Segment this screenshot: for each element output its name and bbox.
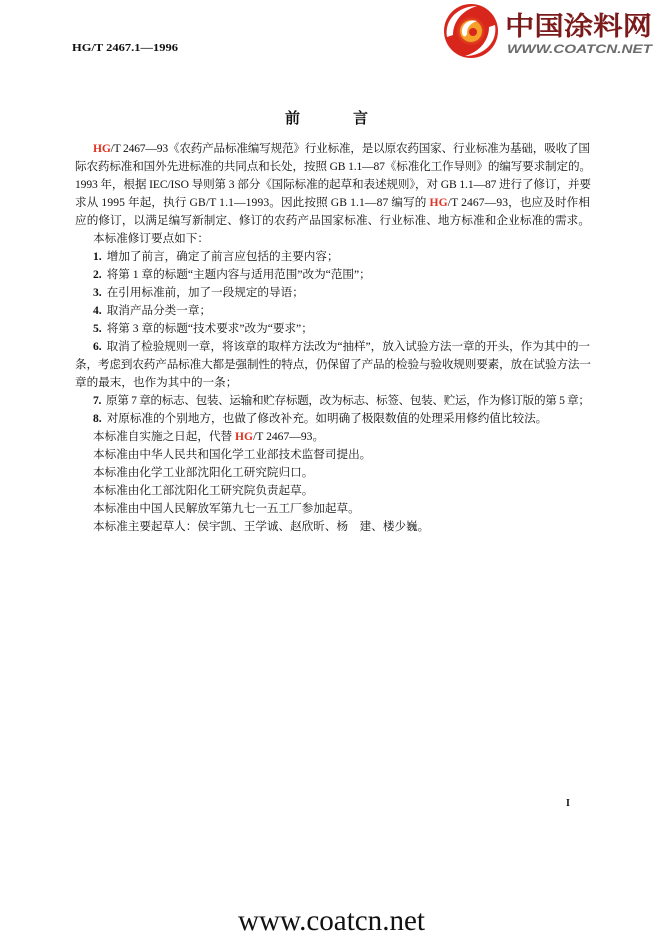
revision-item-continuation: 章的最末，也作为其中的一条； — [75, 376, 238, 389]
revision-item-text: 将第 1 章的标题“主题内容与适用范围”改为“范围”； — [106, 268, 371, 281]
intro-line: 1993 年，根据 IEC/ISO 导则第 3 部分《国际标准的起草和表述规则》，对 GB 1.1—87 进行了修订，并要 — [75, 178, 591, 191]
revision-item-text: 增加了前言，确定了前言应包括的主要内容； — [106, 250, 339, 263]
foreword-title: 前 言 — [285, 109, 368, 127]
swirl-logo-icon — [444, 4, 498, 58]
revision-item-text: 取消产品分类一章； — [106, 304, 212, 317]
revision-item — [93, 339, 590, 353]
revision-item — [93, 249, 339, 263]
revision-item-text: 将第 3 章的标题“技术要求”改为“要求”； — [106, 322, 313, 335]
closing-line: 本标准主要起草人：侯宇凯、王学诚、赵欣昕、杨 建、楼少巍。 — [93, 520, 430, 533]
closing-line-text: /T 2467—93。 — [253, 430, 325, 443]
coatcn-logo — [444, 4, 654, 58]
revision-item-number: 3. — [93, 286, 102, 299]
highlighted-code: HG — [429, 196, 448, 209]
revision-item-text: 取消了检验规则一章，将该章的取样方法改为“抽样”，放入试验方法一章的开头，作为其中的一 — [106, 340, 590, 353]
revision-item-text: 原第 7 章的标志、包装、运输和贮存标题，改为标志、标签、包装、贮运，作为修订版的第 5 章； — [106, 394, 590, 407]
revision-item-number: 2. — [93, 268, 102, 281]
revision-item — [93, 285, 304, 299]
revision-item-number: 4. — [93, 304, 102, 317]
revision-item-number: 6. — [93, 340, 102, 353]
revision-item — [93, 303, 211, 317]
closing-line: 本标准由化学工业部沈阳化工研究院归口。 — [93, 466, 314, 479]
closing-line — [93, 429, 324, 443]
closing-line: 本标准由中华人民共和国化学工业部技术监督司提出。 — [93, 448, 372, 461]
site-watermark: www.coatcn.net — [238, 904, 426, 936]
revision-item — [93, 411, 547, 425]
intro-line — [93, 141, 590, 155]
intro-line: 际农药标准和国外先进标准的共同点和长处，按照 GB 1.1—87《标准化工作导则》的编写要求制定的。 — [75, 160, 591, 173]
closing-line-text: 本标准自实施之日起，代替 — [93, 430, 236, 443]
intro-line — [75, 195, 590, 209]
page-number: I — [566, 798, 570, 809]
highlighted-code: HG — [93, 142, 111, 155]
revision-item-text: 在引用标准前，加了一段规定的导语； — [106, 286, 304, 299]
revision-item-continuation: 条，考虑到农药产品标准大都是强制性的特点，仍保留了产品的检验与验收规则要素，放在试验方法一 — [75, 358, 591, 371]
intro-line-text: /T 2467—93《农药产品标准编写规范》行业标准，是以原农药国家、行业标准为基础，吸收了国 — [110, 142, 590, 155]
highlighted-code: HG — [235, 430, 254, 443]
revision-item — [93, 267, 371, 281]
revision-item-number: 1. — [93, 250, 102, 263]
logo-name: 中国涂料网 — [505, 12, 652, 42]
intro-line: 应的修订，以满足编写新制定、修订的农药产品国家标准、行业标准、地方标准和企业标准的需求。 — [75, 214, 590, 227]
revision-heading: 本标准修订要点如下： — [93, 232, 209, 245]
revision-item-number: 7. — [93, 394, 102, 407]
closing-line: 本标准由化工部沈阳化工研究院负责起草。 — [93, 484, 314, 497]
revision-item — [93, 321, 313, 335]
revision-item-number: 8. — [93, 412, 102, 425]
revision-item-number: 5. — [93, 322, 102, 335]
intro-line-text: /T 2467—93，也应及时作相 — [447, 196, 590, 209]
revision-item — [93, 393, 590, 407]
revision-item-text: 对原标准的个别地方，也做了修改补充。如明确了极限数值的处理采用修约值比较法。 — [106, 412, 548, 425]
intro-line-text: 求从 1995 年起，执行 GB/T 1.1—1993。因此按照 GB 1.1—87 编写的 — [75, 196, 430, 209]
logo-url: WWW.COATCN.NET — [507, 42, 655, 56]
closing-line: 本标准由中国人民解放军第九七一五工厂参加起草。 — [93, 502, 360, 515]
standard-code: HG/T 2467.1—1996 — [72, 42, 179, 54]
